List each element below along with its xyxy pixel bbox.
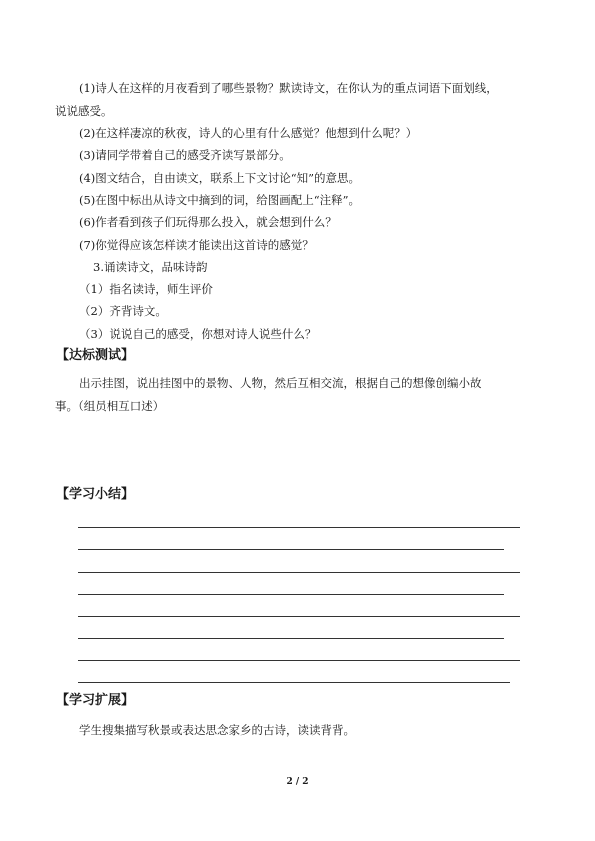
writing-line [78, 616, 520, 617]
question-4: (4)图文结合，自由读文，联系上下文讨论“知”的意思。 [79, 171, 361, 185]
extension-heading: 【学习扩展】 [56, 693, 135, 708]
test-heading: 【达标测试】 [56, 348, 135, 363]
question-2: (2)在这样凄凉的秋夜，诗人的心里有什么感觉？他想到什么呢？） [79, 126, 418, 140]
question-1-line-1: (1)诗人在这样的月夜看到了哪些景物？默读诗文，在你认为的重点词语下面划线， [79, 81, 498, 95]
question-3: (3)请同学带着自己的感受齐读写景部分。 [79, 148, 291, 162]
question-1-line-2: 说说感受。 [55, 104, 113, 118]
recite-item-3: （3）说说自己的感受，你想对诗人说些什么？ [79, 327, 317, 341]
test-text-line-2: 事。（组员相互口述） [55, 399, 165, 413]
writing-line [78, 660, 520, 661]
writing-line [78, 572, 520, 573]
recite-title: 3.诵读诗文，品味诗韵 [93, 260, 208, 274]
question-7: (7)你觉得应该怎样读才能读出这首诗的感觉？ [79, 238, 314, 252]
question-6: (6)作者看到孩子们玩得那么投入，就会想到什么？ [79, 215, 337, 229]
page-number: 2 / 2 [286, 777, 309, 787]
writing-line [78, 638, 504, 639]
recite-item-2: （2）齐背诗文。 [79, 304, 167, 318]
recite-item-1: （1）指名读诗，师生评价 [79, 282, 213, 296]
writing-line [78, 682, 510, 683]
writing-line [78, 527, 520, 528]
test-text-line-1: 出示挂图，说出挂图中的景物、人物，然后互相交流，根据自己的想像创编小故 [79, 376, 482, 390]
extension-text: 学生搜集描写秋景或表达思念家乡的古诗，读读背背。 [79, 723, 355, 737]
writing-line [78, 594, 504, 595]
question-5: (5)在图中标出从诗文中摘到的词，给图画配上“注释”。 [79, 193, 361, 207]
summary-heading: 【学习小结】 [56, 487, 135, 502]
writing-line [78, 549, 504, 550]
